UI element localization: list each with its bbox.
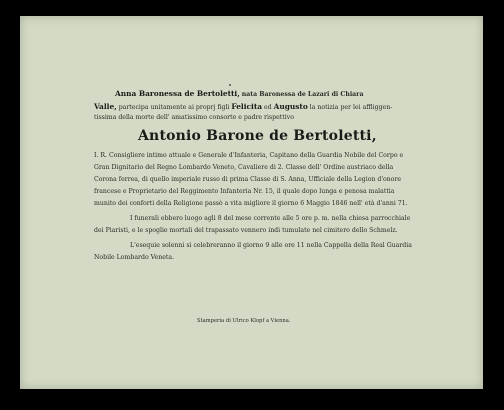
ink-speck xyxy=(229,84,231,86)
printer-imprint: Stamperia di Ulrico Klopf a Vienna. xyxy=(197,318,291,324)
exequies-line: L'esequie solenni si celebreranno il giorno 9 alle ore 11 nella Cappella della Real Guardia xyxy=(130,242,412,249)
child-name-felicita: Felicita xyxy=(231,102,263,111)
notice-sheet xyxy=(20,16,483,389)
intro-line-2: Valle, partecipa unitamente ai proprj figli Felicita ed Augusto la notizia per lei affliggen- xyxy=(94,102,393,111)
body-line: I. R. Consigliere intimo attuale e Generale d'Infanteria, Capitano della Guardia Nobile del Corpo e xyxy=(94,152,404,159)
intro-line-3: tissima della morte dell' amatissimo consorte e padre rispettivo xyxy=(94,114,294,121)
body-line: Corona ferrea, di quello imperiale russo di prima Classe di S. Anna, Ufficiale della Legion d'onore xyxy=(94,176,402,183)
funeral-line: dei Piaristi, e le spoglie mortali del trapassato vennero indi tumulate nel cimitero dello Schmelz. xyxy=(94,227,398,234)
body-line: munito dei conforti della Religione passò a vita migliore il giorno 6 Maggio 1846 nell' età d'anni 71. xyxy=(94,200,408,207)
child-name-augusto: Augusto xyxy=(273,102,308,111)
deceased-name-title: Antonio Barone de Bertoletti, xyxy=(138,128,377,144)
exequies-line: Nobile Lombardo Veneta. xyxy=(94,254,174,261)
body-line: francese e Proprietario del Reggimento Infanteria Nr. 15, il quale dopo lunga e penosa malattia xyxy=(94,188,395,195)
body-line: Gran Dignitario del Regno Lombardo Veneto, Cavaliere di 2. Classe dell' Ordine austriaco della xyxy=(94,164,394,171)
widow-name: Anna Baronessa de Bertoletti, xyxy=(115,89,240,98)
funeral-line: I funerali ebbero luogo agli 8 del mese corrente alle 5 ore p. m. nella chiesa parrocchiale xyxy=(130,215,411,222)
intro-line-1: Anna Baronessa de Bertoletti, nata Baronessa de Lazari di Chiara xyxy=(115,89,364,98)
